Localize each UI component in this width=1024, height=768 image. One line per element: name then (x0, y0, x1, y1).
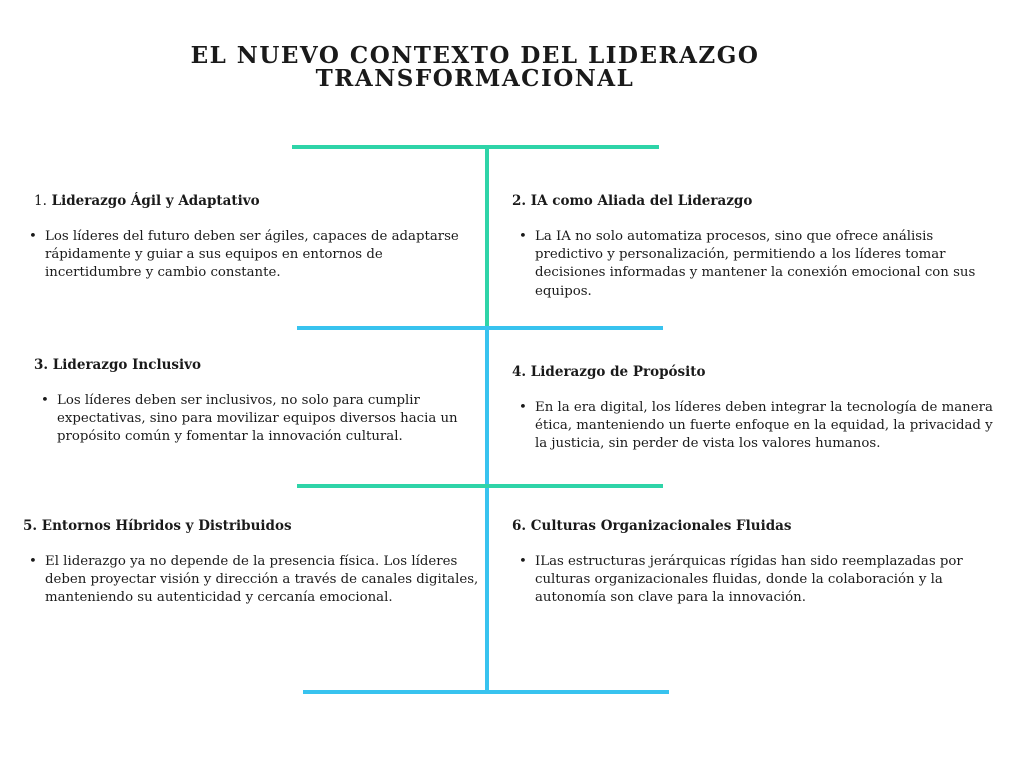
item-6-heading: 6. Culturas Organizacionales Fluidas (512, 518, 792, 534)
page-title (150, 44, 800, 90)
item-4-block (512, 363, 1002, 454)
item-2-bullet: • La IA no solo automatiza procesos, sino que ofrece análisis predictivo y personalización, permitiendo a los líderes tomar decisiones informadas y mantener la conexión emocional con sus equipos. (513, 228, 1002, 301)
item-6-bullet: • ILas estructuras jerárquicas rígidas han sido reemplazadas por culturas organizacionales fluidas, donde la colaboración y la autonomía son clave para la innovación. (513, 553, 1002, 608)
item-3-bullet: • Los líderes deben ser inclusivos, no solo para cumplir expectativas, sino para movilizar equipos diversos hacia un propósito común y fomentar la innovación cultural. (35, 392, 464, 447)
vertical-line-middle-segment (485, 330, 489, 485)
vertical-line-top-segment (485, 147, 489, 330)
item-3-block (34, 356, 464, 447)
third-horizontal-line (297, 484, 663, 488)
title-line-2: TRANSFORMACIONAL (315, 65, 635, 92)
item-1-heading-text: Liderazgo Ágil y Adaptativo (51, 193, 260, 209)
item-4-heading: 4. Liderazgo de Propósito (512, 364, 706, 380)
item-1-bullet: • Los líderes del futuro deben ser ágiles, capaces de adaptarse rápidamente y guiar a sus equipos en entornos de incertidumbre y cambio constante. (23, 228, 459, 283)
item-5-bullet: • El liderazgo ya no depende de la presencia física. Los líderes deben proyectar visión y dirección a través de canales digitales, manteniendo su autenticidad y cercanía emocional. (23, 553, 483, 608)
item-1-block (34, 192, 459, 283)
second-horizontal-line (297, 326, 663, 330)
item-2-heading: 2. IA como Aliada del Liderazgo (512, 193, 753, 209)
item-5-heading: 5. Entornos Híbridos y Distribuidos (23, 518, 292, 534)
bottom-horizontal-line (303, 690, 669, 694)
title-line-1: EL NUEVO CONTEXTO DEL LIDERAZGO (190, 42, 760, 69)
item-2-block (512, 192, 1002, 301)
item-6-block (512, 517, 1002, 608)
item-5-block (23, 517, 483, 608)
item-1-number: 1. (34, 193, 47, 209)
vertical-line-bottom-segment (485, 488, 489, 693)
item-4-bullet: • En la era digital, los líderes deben integrar la tecnología de manera ética, manteniendo un fuerte enfoque en la equidad, la privacidad y la justicia, sin perder de vista los valores humanos. (513, 399, 1002, 454)
top-horizontal-line (292, 145, 659, 149)
item-3-heading: 3. Liderazgo Inclusivo (34, 357, 201, 373)
item-1-heading (34, 192, 459, 210)
